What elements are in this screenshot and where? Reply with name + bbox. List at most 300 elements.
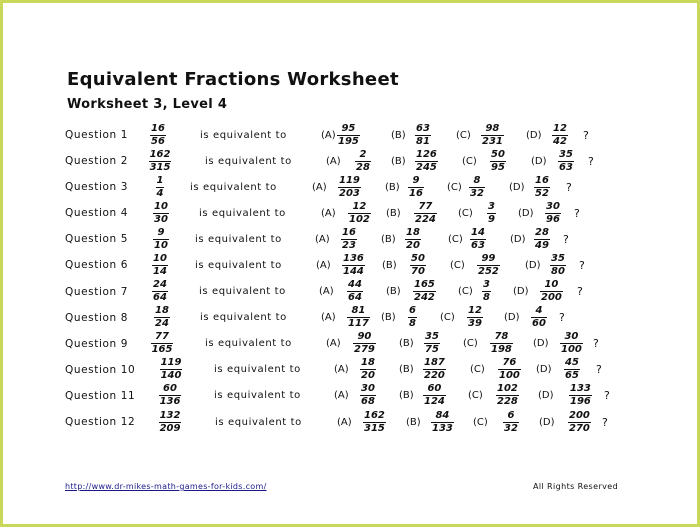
numerator: 162 [364, 409, 385, 421]
question-label: Question 12 [65, 416, 136, 429]
equivalence-phrase: is equivalent to [205, 338, 292, 350]
answer-option-c[interactable] [467, 305, 483, 331]
answer-option-d[interactable] [569, 383, 592, 409]
numerator: 12 [553, 122, 567, 134]
question-fraction [148, 226, 174, 252]
answer-option-c[interactable] [477, 252, 500, 278]
answer-option-d[interactable] [568, 409, 591, 435]
equivalence-phrase: is equivalent to [215, 416, 302, 428]
question-fraction [147, 252, 173, 278]
option-fraction [560, 332, 583, 355]
answer-option-label: (D) [539, 416, 555, 428]
denominator: 279 [354, 344, 375, 356]
equivalence-phrase: is equivalent to [195, 233, 282, 245]
option-fraction [531, 306, 547, 329]
answer-option-label: (A) [321, 207, 336, 219]
question-label: Question 5 [65, 233, 128, 246]
equivalence-phrase: is equivalent to [199, 207, 286, 219]
fraction [159, 411, 182, 434]
answer-option-a[interactable] [338, 174, 361, 200]
question-label: Question 9 [65, 337, 128, 350]
answer-option-a[interactable] [342, 252, 365, 278]
answer-option-d[interactable] [550, 252, 566, 278]
denominator: 28 [356, 161, 370, 173]
answer-option-label: (A) [312, 181, 327, 193]
answer-option-d[interactable] [534, 226, 550, 252]
question-fraction [148, 200, 174, 226]
denominator: 198 [491, 344, 512, 356]
answer-option-c[interactable] [469, 174, 485, 200]
answer-option-a[interactable] [353, 331, 376, 357]
answer-option-c[interactable] [487, 200, 496, 226]
question-label: Question 10 [65, 363, 136, 376]
answer-option-label: (A) [321, 129, 336, 141]
question-mark: ? [588, 154, 594, 168]
denominator: 23 [342, 239, 356, 251]
question-label: Question 4 [65, 207, 128, 220]
numerator: 10 [544, 279, 559, 291]
numerator: 45 [565, 357, 579, 369]
footer-rights: All Rights Reserved [533, 482, 619, 491]
numerator: 50 [491, 148, 505, 160]
denominator: 24 [155, 318, 169, 330]
answer-option-c[interactable] [481, 122, 504, 148]
option-fraction [337, 124, 360, 147]
numerator: 102 [497, 383, 518, 395]
numerator: 200 [569, 409, 590, 421]
denominator: 231 [482, 135, 503, 147]
fraction [152, 280, 168, 303]
numerator: 187 [424, 357, 445, 369]
denominator: 270 [569, 422, 590, 434]
answer-option-label: (D) [518, 207, 534, 219]
answer-option-label: (B) [391, 129, 406, 141]
numerator: 35 [551, 252, 565, 264]
question-label: Question 2 [65, 155, 128, 168]
answer-option-d[interactable] [564, 357, 580, 383]
option-fraction [405, 228, 421, 251]
numerator: 6 [507, 409, 515, 421]
answer-option-b[interactable] [410, 252, 426, 278]
option-fraction [347, 280, 363, 303]
answer-option-a[interactable] [347, 279, 363, 305]
fraction [156, 176, 165, 199]
denominator: 209 [159, 422, 181, 434]
denominator: 4 [156, 187, 164, 199]
option-fraction [498, 358, 521, 381]
answer-option-a[interactable] [341, 226, 357, 252]
option-fraction [540, 280, 563, 303]
answer-option-label: (B) [386, 286, 401, 298]
fraction [159, 384, 182, 407]
denominator: 70 [411, 265, 425, 277]
numerator: 60 [163, 383, 177, 395]
option-fraction [341, 228, 357, 251]
question-mark: ? [583, 128, 589, 142]
question-mark: ? [563, 232, 569, 246]
denominator: 196 [570, 396, 591, 408]
answer-option-b[interactable] [431, 409, 454, 435]
question-fraction [145, 122, 171, 148]
numerator: 35 [559, 148, 573, 160]
answer-option-label: (D) [531, 155, 547, 167]
denominator: 220 [424, 370, 445, 382]
answer-option-label: (D) [525, 259, 541, 271]
option-fraction [423, 358, 446, 381]
answer-option-label: (B) [381, 233, 396, 245]
answer-option-a[interactable] [337, 122, 360, 148]
denominator: 245 [416, 161, 437, 173]
numerator: 50 [411, 252, 425, 264]
denominator: 165 [151, 344, 173, 356]
denominator: 100 [561, 344, 582, 356]
option-fraction [503, 411, 519, 434]
option-fraction [534, 176, 550, 199]
denominator: 195 [338, 135, 359, 147]
equivalence-phrase: is equivalent to [214, 390, 301, 402]
numerator: 16 [342, 226, 356, 238]
numerator: 77 [418, 200, 433, 212]
option-fraction [481, 124, 504, 147]
option-fraction [490, 332, 513, 355]
fraction [160, 358, 183, 381]
equivalence-phrase: is equivalent to [200, 129, 287, 141]
numerator: 8 [473, 174, 481, 186]
denominator: 9 [488, 213, 495, 225]
denominator: 133 [432, 422, 453, 434]
answer-option-d[interactable] [552, 122, 568, 148]
answer-option-a[interactable] [355, 148, 371, 174]
option-fraction [482, 280, 491, 303]
answer-option-label: (C) [458, 207, 473, 219]
worksheet-subtitle: Worksheet 3, Level 4 [67, 97, 228, 112]
denominator: 81 [416, 135, 430, 147]
option-fraction [545, 202, 561, 225]
denominator: 117 [348, 318, 369, 330]
answer-option-label: (D) [526, 129, 542, 141]
equivalence-phrase: is equivalent to [200, 312, 287, 324]
question-row [3, 357, 697, 383]
denominator: 20 [406, 239, 420, 251]
answer-option-d[interactable] [540, 279, 563, 305]
denominator: 63 [559, 161, 573, 173]
option-fraction [431, 411, 454, 434]
denominator: 203 [339, 187, 360, 199]
option-fraction [363, 411, 386, 434]
option-fraction [496, 384, 519, 407]
answer-option-b[interactable] [414, 200, 437, 226]
question-row [3, 279, 697, 305]
question-fraction [157, 383, 183, 409]
answer-option-b[interactable] [408, 174, 424, 200]
denominator: 52 [535, 187, 549, 199]
denominator: 75 [425, 344, 439, 356]
answer-option-b[interactable] [415, 122, 431, 148]
answer-option-a[interactable] [360, 357, 376, 383]
question-row [3, 383, 697, 409]
question-mark: ? [602, 415, 608, 429]
option-fraction [423, 384, 446, 407]
answer-option-b[interactable] [415, 148, 438, 174]
answer-option-b[interactable] [413, 279, 436, 305]
footer-link[interactable]: http://www.dr-mikes-math-games-for-kids.com/ [65, 482, 267, 491]
numerator: 84 [435, 409, 450, 421]
answer-option-c[interactable] [498, 357, 521, 383]
denominator: 136 [159, 396, 181, 408]
question-label: Question 6 [65, 259, 128, 272]
denominator: 39 [468, 318, 482, 330]
option-fraction [552, 124, 568, 147]
numerator: 90 [357, 331, 372, 343]
equivalence-phrase: is equivalent to [205, 155, 292, 167]
question-fraction [149, 305, 175, 331]
answer-option-label: (C) [470, 364, 485, 376]
question-row [3, 148, 697, 174]
numerator: 30 [546, 200, 560, 212]
question-mark: ? [566, 180, 572, 194]
question-row [3, 122, 697, 148]
answer-option-label: (B) [399, 390, 414, 402]
answer-option-label: (C) [463, 338, 478, 350]
denominator: 49 [535, 239, 549, 251]
option-fraction [415, 150, 438, 173]
answer-option-label: (B) [399, 364, 414, 376]
question-list [3, 122, 697, 435]
option-fraction [347, 306, 370, 329]
denominator: 228 [497, 396, 518, 408]
numerator: 3 [488, 200, 495, 212]
answer-option-d[interactable] [534, 174, 550, 200]
option-fraction [564, 358, 580, 381]
numerator: 30 [361, 383, 375, 395]
answer-option-label: (A) [326, 338, 341, 350]
equivalence-phrase: is equivalent to [195, 259, 282, 271]
option-fraction [408, 176, 424, 199]
answer-option-label: (B) [391, 155, 406, 167]
option-fraction [353, 332, 376, 355]
numerator: 78 [494, 331, 509, 343]
option-fraction [477, 254, 500, 277]
denominator: 60 [532, 318, 546, 330]
denominator: 242 [414, 292, 435, 304]
numerator: 14 [471, 226, 485, 238]
numerator: 10 [154, 200, 168, 212]
answer-option-label: (C) [456, 129, 471, 141]
answer-option-label: (A) [316, 259, 331, 271]
answer-option-d[interactable] [560, 331, 583, 357]
answer-option-label: (C) [450, 259, 465, 271]
option-fraction [360, 358, 376, 381]
answer-option-label: (C) [462, 155, 477, 167]
denominator: 315 [149, 161, 171, 173]
denominator: 32 [470, 187, 484, 199]
worksheet-title: Equivalent Fractions Worksheet [67, 69, 399, 90]
numerator: 119 [339, 174, 360, 186]
numerator: 16 [535, 174, 549, 186]
option-fraction [469, 176, 485, 199]
question-row [3, 200, 697, 226]
option-fraction [408, 306, 417, 329]
denominator: 124 [424, 396, 445, 408]
numerator: 81 [351, 305, 366, 317]
denominator: 65 [565, 370, 579, 382]
numerator: 10 [153, 252, 167, 264]
question-row [3, 331, 697, 357]
numerator: 60 [427, 383, 442, 395]
answer-option-c[interactable] [490, 331, 513, 357]
numerator: 18 [361, 357, 375, 369]
answer-option-c[interactable] [503, 409, 519, 435]
numerator: 126 [416, 148, 437, 160]
answer-option-label: (D) [509, 181, 525, 193]
option-fraction [490, 150, 506, 173]
answer-option-label: (A) [334, 364, 349, 376]
answer-option-a[interactable] [360, 383, 376, 409]
answer-option-label: (C) [447, 181, 462, 193]
question-mark: ? [593, 337, 599, 351]
numerator: 95 [341, 122, 356, 134]
denominator: 80 [551, 265, 565, 277]
denominator: 315 [364, 422, 385, 434]
answer-option-label: (C) [458, 286, 473, 298]
answer-option-a[interactable] [348, 200, 371, 226]
answer-option-label: (A) [319, 286, 334, 298]
numerator: 30 [564, 331, 579, 343]
worksheet-page [3, 3, 697, 524]
fraction [151, 332, 174, 355]
answer-option-a[interactable] [363, 409, 386, 435]
question-mark: ? [579, 258, 585, 272]
answer-option-b[interactable] [408, 305, 417, 331]
numerator: 1 [156, 174, 164, 186]
answer-option-d[interactable] [531, 305, 547, 331]
denominator: 96 [546, 213, 560, 225]
option-fraction [360, 384, 376, 407]
answer-option-label: (D) [536, 364, 552, 376]
numerator: 35 [425, 331, 439, 343]
option-fraction [342, 254, 365, 277]
question-fraction [147, 174, 173, 200]
numerator: 98 [485, 122, 500, 134]
answer-option-label: (B) [406, 416, 421, 428]
numerator: 63 [416, 122, 430, 134]
numerator: 132 [159, 409, 181, 421]
answer-option-label: (C) [473, 416, 488, 428]
option-fraction [410, 254, 426, 277]
numerator: 165 [414, 279, 435, 291]
question-label: Question 11 [65, 389, 136, 402]
denominator: 95 [491, 161, 505, 173]
answer-option-label: (A) [321, 312, 336, 324]
fraction [149, 150, 172, 173]
question-label: Question 1 [65, 129, 128, 141]
answer-option-label: (A) [334, 390, 349, 402]
numerator: 133 [570, 383, 591, 395]
question-fraction [157, 409, 183, 435]
numerator: 4 [535, 305, 543, 317]
answer-option-label: (C) [440, 312, 455, 324]
numerator: 44 [348, 279, 362, 291]
numerator: 12 [468, 305, 482, 317]
equivalence-phrase: is equivalent to [190, 181, 277, 193]
answer-option-d[interactable] [558, 148, 574, 174]
denominator: 68 [361, 396, 375, 408]
answer-option-label: (A) [315, 233, 330, 245]
question-label: Question 7 [65, 285, 128, 298]
answer-option-b[interactable] [423, 357, 446, 383]
option-fraction [467, 306, 483, 329]
answer-option-label: (B) [381, 312, 396, 324]
question-row [3, 174, 697, 200]
answer-option-c[interactable] [490, 148, 506, 174]
option-fraction [338, 176, 361, 199]
question-label: Question 8 [65, 311, 128, 324]
denominator: 56 [151, 135, 165, 147]
fraction [154, 306, 170, 329]
equivalence-phrase: is equivalent to [214, 364, 301, 376]
answer-option-b[interactable] [405, 226, 421, 252]
option-fraction [415, 124, 431, 147]
question-fraction [158, 357, 184, 383]
answer-option-label: (D) [533, 338, 549, 350]
answer-option-c[interactable] [470, 226, 486, 252]
denominator: 100 [499, 370, 520, 382]
answer-option-b[interactable] [424, 331, 440, 357]
numerator: 18 [406, 226, 420, 238]
option-fraction [348, 202, 371, 225]
numerator: 77 [155, 331, 169, 343]
numerator: 24 [153, 279, 167, 291]
denominator: 63 [471, 239, 485, 251]
denominator: 8 [409, 318, 416, 330]
question-label: Question 3 [65, 181, 128, 194]
question-mark: ? [559, 311, 565, 325]
fraction [153, 228, 169, 251]
question-row [3, 305, 697, 331]
answer-option-a[interactable] [347, 305, 370, 331]
answer-option-c[interactable] [496, 383, 519, 409]
numerator: 18 [155, 305, 169, 317]
denominator: 144 [343, 265, 364, 277]
denominator: 200 [541, 292, 562, 304]
numerator: 9 [412, 174, 420, 186]
denominator: 42 [553, 135, 567, 147]
answer-option-label: (A) [326, 155, 341, 167]
answer-option-label: (B) [385, 181, 400, 193]
answer-option-label: (D) [538, 390, 554, 402]
question-fraction [147, 148, 173, 174]
option-fraction [558, 150, 574, 173]
answer-option-d[interactable] [545, 200, 561, 226]
question-mark: ? [596, 363, 602, 377]
fraction [153, 202, 169, 225]
numerator: 162 [149, 148, 171, 160]
answer-option-c[interactable] [482, 279, 491, 305]
numerator: 76 [502, 357, 517, 369]
question-row [3, 226, 697, 252]
answer-option-b[interactable] [423, 383, 446, 409]
question-mark: ? [574, 206, 580, 220]
question-fraction [147, 279, 173, 305]
answer-option-label: (D) [510, 233, 526, 245]
numerator: 3 [483, 279, 490, 291]
option-fraction [424, 332, 440, 355]
option-fraction [355, 150, 371, 173]
answer-option-label: (D) [504, 312, 520, 324]
option-fraction [550, 254, 566, 277]
answer-option-label: (C) [468, 390, 483, 402]
denominator: 64 [348, 292, 362, 304]
